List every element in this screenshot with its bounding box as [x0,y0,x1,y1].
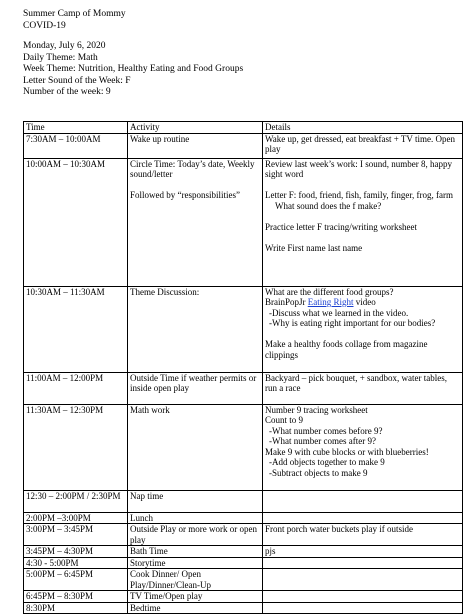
detail-line: -What number comes after 9? [269,436,376,446]
letter-sound: Letter Sound of the Week: F [23,75,131,86]
col-header-time: Time [24,122,128,134]
time-cell: 10:00AM – 10:30AM [24,158,128,286]
col-header-activity: Activity [128,122,263,134]
time-cell: 3:00PM – 3:45PM [24,524,128,546]
details-cell [263,158,463,286]
detail-line: Write First name last name [265,242,363,253]
table-row [24,372,463,404]
time-cell: 12:30 – 2:00PM / 2:30PM [24,490,128,512]
detail-line: -Why is eating right important for our bodies? [269,318,436,328]
activity-cell: Lunch [128,512,263,524]
table-row [24,602,463,614]
activity-cell: Storytime [128,557,263,569]
doc-date: Monday, July 6, 2020 [23,41,106,51]
activity-cell: TV Time/Open play [128,591,263,603]
time-cell: 3:45PM – 4:30PM [24,546,128,558]
details-cell [263,404,463,490]
details-cell [263,512,463,524]
detail-line: -Subtract objects to make 9 [269,467,368,478]
table-row [24,557,463,569]
week-theme: Week Theme: Nutrition, Healthy Eating and Food Groups [23,64,244,74]
col-header-details: Details [263,122,463,134]
table-row [24,591,463,603]
activity-cell: Outside Play or more work or open play [128,524,263,546]
activity-cell: Outside Time if weather permits or inside open play [128,372,263,404]
table-row [24,490,463,512]
activity-cell [128,158,263,286]
table-row [24,158,463,286]
detail-line: Letter F: food, friend, fish, family, finger, frog, farm [265,190,453,200]
table-row [24,404,463,490]
activity-cell: Theme Discussion: [128,286,263,372]
detail-line: Make 9 with cube blocks or with blueberries! [265,446,429,457]
eating-right-link[interactable]: Eating Right [307,297,354,307]
activity-line: Circle Time: Today’s date, Weekly sound/letter [130,158,255,179]
detail-line: -Discuss what we learned in the video. [269,307,409,318]
time-cell: 8:30PM [24,602,128,614]
details-cell: pjs [263,546,463,558]
number-of-week: Number of the week: 9 [23,87,111,97]
details-cell [263,569,463,591]
activity-cell: Wake up routine [128,133,263,158]
table-header-row [24,122,463,134]
document-header [23,9,243,99]
table-row [24,546,463,558]
activity-cell: Math work [128,404,263,490]
table-row [24,524,463,546]
detail-line: What are the different food groups? [265,286,394,297]
details-cell: Front porch water buckets play if outside [263,524,463,546]
details-cell [263,602,463,614]
detail-line: What sound does the f make? [275,200,382,211]
detail-line: -Add objects together to make 9 [269,457,385,467]
time-cell: 11:00AM – 12:00PM [24,372,128,404]
time-cell: 11:30AM – 12:30PM [24,404,128,490]
details-cell [263,286,463,372]
activity-cell: Cook Dinner/ Open Play/Dinner/Clean-Up [128,569,263,591]
time-cell: 5:00PM – 6:45PM [24,569,128,591]
details-cell [263,557,463,569]
brainpop-text: BrainPopJr [265,297,308,307]
doc-subtitle: COVID-19 [23,20,66,31]
activity-line: Followed by “responsibilities” [130,190,240,200]
table-row [24,569,463,591]
detail-line: -What number comes before 9? [269,425,383,436]
detail-line: Review last week’s work: I sound, number 8, happy sight word [265,158,452,179]
activity-cell: Bath Time [128,546,263,558]
time-cell: 4:30 - 5:00PM [24,557,128,569]
table-row [24,286,463,372]
doc-title: Summer Camp of Mommy [23,9,126,19]
details-cell [263,591,463,603]
table-row [24,133,463,158]
time-cell: 7:30AM – 10:00AM [24,133,128,158]
table-row [24,512,463,524]
details-cell [263,490,463,512]
daily-theme: Daily Theme: Math [23,52,98,63]
schedule-table [23,121,463,614]
time-cell: 10:30AM – 11:30AM [24,286,128,372]
activity-cell: Bedtime [128,602,263,614]
details-cell: Wake up, get dressed, eat breakfast + TV time. Open play [263,133,463,158]
detail-line: Number 9 tracing worksheet [265,404,368,415]
detail-line: Count to 9 [265,415,304,425]
detail-line [265,297,460,308]
details-cell: Backyard – pick bouquet, + sandbox, water tables, run a race [263,372,463,404]
time-cell: 6:45PM – 8:30PM [24,591,128,603]
detail-line: Practice letter F tracing/writing worksheet [265,221,417,232]
detail-line: Make a healthy foods collage from magazine clippings [265,339,428,360]
activity-cell: Nap time [128,490,263,512]
video-text: video [353,297,376,307]
time-cell: 2:00PM –3:00PM [24,512,128,524]
